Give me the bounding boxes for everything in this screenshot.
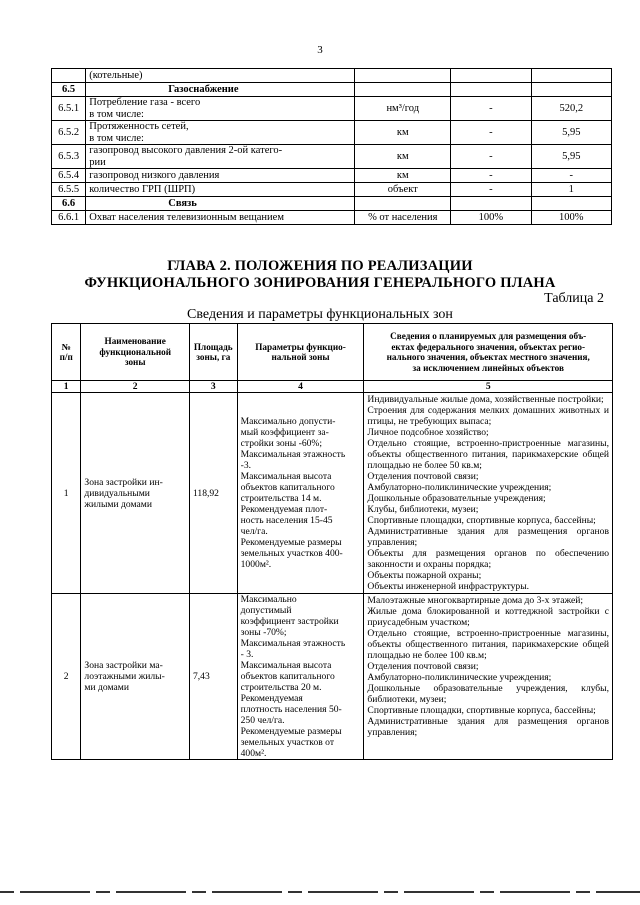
zone-objects-info: [364, 594, 613, 760]
page-bottom-edge: [0, 891, 640, 893]
chapter-title-line2: ФУНКЦИОНАЛЬНОГО ЗОНИРОВАНИЯ ГЕНЕРАЛЬНОГО ПЛАНА: [84, 275, 556, 291]
object-line: Административные здания для размещения органов управления;: [367, 716, 609, 738]
row-number: 6.5.2: [52, 121, 86, 145]
param-line: - 3.: [240, 649, 254, 660]
zone-name: Зона застройки ин- дивидуальными жилыми домами: [81, 393, 190, 594]
row-value-current: [451, 69, 531, 83]
object-line: Объекты для размещения органов по обеспечению законности и охраны порядка;: [367, 548, 609, 570]
param-line: Максимально допусти-: [240, 416, 336, 427]
row-name: газопровод низкого давления: [86, 169, 355, 183]
row-value-current: [451, 197, 531, 211]
row-name: количество ГРП (ШРП): [86, 183, 355, 197]
row-unit: нм³/год: [355, 97, 451, 121]
table-row: [52, 69, 612, 83]
zone-objects-info: [364, 393, 613, 594]
table-row: [52, 145, 612, 169]
param-line: Рекомендуемые размеры: [240, 537, 342, 548]
object-line: Строения для содержания мелких домашних животных и птицы, не требующих выпаса;: [367, 405, 609, 427]
row-number: 6.6.1: [52, 211, 86, 225]
param-line: Рекомендуемая: [240, 693, 303, 704]
header-params: Параметры функцио- нальной зоны: [237, 324, 364, 381]
object-line: Жилые дома блокированной и коттеджной застройки с приусадебным участком;: [367, 606, 609, 628]
object-line: Спортивные площадки, спортивные корпуса, бассейны;: [367, 515, 596, 526]
zone-area: 118,92: [189, 393, 237, 594]
row-name: Протяженность сетей, в том числе:: [86, 121, 355, 145]
header-area: Площадь зоны, га: [189, 324, 237, 381]
row-unit: км: [355, 169, 451, 183]
row-number: 6.6: [52, 197, 86, 211]
col-number: 1: [52, 381, 81, 393]
param-line: 1000м².: [240, 559, 272, 570]
row-value-current: -: [451, 121, 531, 145]
table-row: [52, 97, 612, 121]
row-value-planned: [531, 197, 611, 211]
zones-table: [51, 323, 613, 760]
zone-area: 7,43: [189, 594, 237, 760]
object-line: Спортивные площадки, спортивные корпуса, бассейны;: [367, 705, 596, 716]
row-name: (котельные): [86, 69, 355, 83]
object-line: Административные здания для размещения органов управления;: [367, 526, 609, 548]
row-name: Потребление газа - всего в том числе:: [86, 97, 355, 121]
row-value-planned: 5,95: [531, 121, 611, 145]
object-line: Амбулаторно-поликлинические учреждения;: [367, 482, 552, 493]
param-line: Максимальная этажность: [240, 638, 346, 649]
param-line: плотность населения 50-: [240, 704, 342, 715]
table-caption: Сведения и параметры функциональных зон: [187, 307, 453, 322]
row-name: Газоснабжение: [86, 83, 355, 97]
header-num: № п/п: [52, 324, 81, 381]
chapter-title: [0, 258, 640, 292]
object-line: Клубы, библиотеки, музеи;: [367, 504, 479, 515]
object-line: Малоэтажные многоквартирные дома до 3-х этажей;: [367, 595, 584, 606]
page-number: 3: [317, 44, 323, 56]
row-value-current: [451, 83, 531, 97]
row-unit: объект: [355, 183, 451, 197]
row-value-planned: [531, 69, 611, 83]
row-number: [52, 69, 86, 83]
table-row: [52, 169, 612, 183]
row-number: 6.5.1: [52, 97, 86, 121]
param-line: Рекомендуемые размеры: [240, 726, 342, 737]
row-value-planned: 5,95: [531, 145, 611, 169]
object-line: Отдельно стоящие, встроенно-пристроенные магазины, объекты общественного питания, парикмахерские общей площадью не более 100 кв.м;: [367, 628, 609, 661]
param-line: объектов капитального: [240, 482, 335, 493]
row-unit: км: [355, 145, 451, 169]
object-line: Амбулаторно-поликлинические учреждения;: [367, 672, 552, 683]
object-line: Объекты инженерной инфраструктуры.: [367, 581, 530, 592]
zone-params: [237, 594, 364, 760]
param-line: зоны -70%;: [240, 627, 287, 638]
row-unit: % от населения: [355, 211, 451, 225]
table-row: [52, 183, 612, 197]
row-name: Охват населения телевизионным вещанием: [86, 211, 355, 225]
row-number: 6.5.3: [52, 145, 86, 169]
table-row: [52, 121, 612, 145]
row-name: газопровод высокого давления 2-ой катего- рии: [86, 145, 355, 169]
param-line: Максимальная этажность: [240, 449, 346, 460]
param-line: земельных участков 400-: [240, 548, 343, 559]
row-unit: км: [355, 121, 451, 145]
param-line: строительства 20 м.: [240, 682, 322, 693]
row-value-planned: 1: [531, 183, 611, 197]
param-line: строительства 14 м.: [240, 493, 322, 504]
object-line: Дошкольные образовательные учреждения;: [367, 493, 546, 504]
object-line: Объекты пожарной охраны;: [367, 570, 482, 581]
row-unit: [355, 69, 451, 83]
column-numbers-row: [52, 381, 613, 393]
row-number: 6.5.4: [52, 169, 86, 183]
header-objects-info: Сведения о планируемых для размещения объ- ектах федерального значения, объектах регио- нального значения, объектах местного значения, за исключением линейных объектов: [364, 324, 613, 381]
table-row: [52, 197, 612, 211]
row-value-planned: -: [531, 169, 611, 183]
param-line: ность населения 15-45: [240, 515, 333, 526]
zone-params: [237, 393, 364, 594]
param-line: Максимальная высота: [240, 471, 332, 482]
zone-row: [52, 393, 613, 594]
zones-table-header-row: [52, 324, 613, 381]
row-value-current: -: [451, 183, 531, 197]
table-row: [52, 211, 612, 225]
row-value-current: 100%: [451, 211, 531, 225]
param-line: коэффициент застройки: [240, 616, 339, 627]
param-line: 250 чел/га.: [240, 715, 285, 726]
object-line: Личное подсобное хозяйство;: [367, 427, 489, 438]
row-unit: [355, 83, 451, 97]
param-line: Максимально: [240, 594, 297, 605]
zone-row: [52, 594, 613, 760]
param-line: земельных участков от: [240, 737, 335, 748]
row-unit: [355, 197, 451, 211]
chapter-title-line1: ГЛАВА 2. ПОЛОЖЕНИЯ ПО РЕАЛИЗАЦИИ: [167, 258, 473, 274]
param-line: Рекомендуемая плот-: [240, 504, 328, 515]
col-number: 4: [237, 381, 364, 393]
table-label: Таблица 2: [544, 291, 604, 306]
row-value-planned: [531, 83, 611, 97]
object-line: Отделения почтовой связи;: [367, 471, 479, 482]
zone-number: 2: [52, 594, 81, 760]
row-value-current: -: [451, 169, 531, 183]
param-line: Максимальная высота: [240, 660, 332, 671]
col-number: 2: [81, 381, 190, 393]
object-line: Дошкольные образовательные учреждения, клубы, библиотеки, музеи;: [367, 683, 609, 705]
zone-name: Зона застройки ма- лоэтажными жилы- ми домами: [81, 594, 190, 760]
table-row: [52, 83, 612, 97]
row-number: 6.5: [52, 83, 86, 97]
row-number: 6.5.5: [52, 183, 86, 197]
object-line: Отдельно стоящие, встроенно-пристроенные магазины, объекты общественного питания, парикмахерские общей площадью не более 50 кв.м;: [367, 438, 609, 471]
row-value-planned: 520,2: [531, 97, 611, 121]
zone-number: 1: [52, 393, 81, 594]
object-line: Отделения почтовой связи;: [367, 661, 479, 672]
col-number: 5: [364, 381, 613, 393]
row-value-current: -: [451, 145, 531, 169]
param-line: объектов капитального: [240, 671, 335, 682]
object-line: Индивидуальные жилые дома, хозяйственные постройки;: [367, 394, 604, 405]
param-line: -3.: [240, 460, 252, 471]
param-line: 400м².: [240, 748, 267, 759]
row-value-planned: 100%: [531, 211, 611, 225]
param-line: мый коэффициент за-: [240, 427, 329, 438]
row-value-current: -: [451, 97, 531, 121]
utilities-table: [51, 68, 612, 225]
param-line: допустимый: [240, 605, 292, 616]
row-name: Связь: [86, 197, 355, 211]
col-number: 3: [189, 381, 237, 393]
param-line: чел/га.: [240, 526, 268, 537]
header-zone-name: Наименование функциональной зоны: [81, 324, 190, 381]
param-line: стройки зоны -60%;: [240, 438, 323, 449]
